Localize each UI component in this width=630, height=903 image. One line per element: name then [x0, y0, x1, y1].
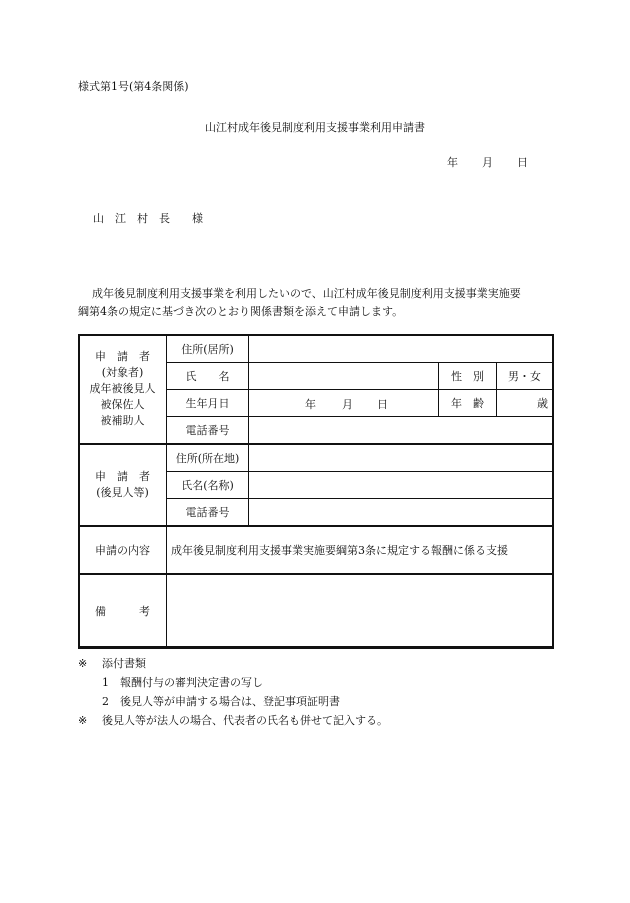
age-label: 年 齢: [439, 390, 497, 417]
subject-name-field[interactable]: [249, 363, 439, 390]
application-form-table: [78, 334, 553, 647]
applicant-group-line2: (後見人等): [96, 485, 149, 499]
subject-phone-field[interactable]: [249, 417, 553, 444]
content-label: 申請の内容: [79, 526, 167, 574]
subject-group-line4: 被保佐人: [100, 397, 145, 411]
intro-line-1: 成年後見制度利用支援事業を利用したいので、山江村成年後見制度利用支援事業実施要: [92, 287, 521, 300]
applicant-address-row: [79, 444, 553, 472]
gender-value[interactable]: 男・女: [497, 363, 553, 390]
note-mark-1: ※: [78, 657, 88, 670]
date-month-label: 月: [482, 156, 493, 169]
content-row: [79, 526, 553, 574]
birthdate-label: 生年月日: [167, 390, 249, 417]
attachment-item-2: 2 後見人等が申請する場合は、登記事項証明書: [102, 695, 340, 708]
birthdate-month-label: 月: [342, 398, 353, 412]
attachment-item-1: 1 報酬付与の審判決定書の写し: [102, 676, 263, 689]
subject-address-label: 住所(居所): [167, 335, 249, 363]
subject-group-label: [79, 335, 167, 444]
note-corporate: 後見人等が法人の場合、代表者の氏名も併せて記入する。: [102, 714, 388, 727]
content-value: 成年後見制度利用支援事業実施要綱第3条に規定する報酬に係る支援: [167, 526, 553, 574]
form-number: 様式第1号(第4条関係): [78, 80, 189, 93]
note-mark-2: ※: [78, 714, 88, 727]
applicant-name-label: 氏名(名称): [167, 472, 249, 499]
age-field[interactable]: 歳: [497, 390, 553, 417]
gender-label: 性 別: [439, 363, 497, 390]
applicant-group-line1: 申 請 者: [95, 469, 150, 483]
subject-group-line2: (対象者): [101, 365, 144, 379]
remarks-label: 備 考: [79, 574, 167, 646]
subject-group-line1: 申 請 者: [95, 349, 150, 363]
attachments-title: 添付書類: [102, 657, 146, 670]
subject-group-line5: 被補助人: [100, 413, 145, 427]
subject-group-line3: 成年被後見人: [89, 381, 156, 395]
birthdate-year-label: 年: [305, 398, 316, 412]
date-day-label: 日: [517, 156, 528, 169]
remarks-row: [79, 574, 553, 646]
subject-address-field[interactable]: [249, 335, 553, 363]
applicant-group-label: [79, 444, 167, 526]
applicant-name-field[interactable]: [249, 472, 553, 499]
birthdate-day-label: 日: [377, 398, 388, 412]
subject-phone-label: 電話番号: [167, 417, 249, 444]
date-year-label: 年: [447, 156, 458, 169]
applicant-phone-label: 電話番号: [167, 499, 249, 526]
intro-line-2: 綱第4条の規定に基づき次のとおり関係書類を添えて申請します。: [78, 305, 404, 318]
birthdate-field[interactable]: [249, 390, 439, 417]
remarks-field[interactable]: [167, 574, 553, 646]
subject-address-row: [79, 335, 553, 363]
subject-name-label: 氏 名: [167, 363, 249, 390]
applicant-phone-field[interactable]: [249, 499, 553, 526]
applicant-address-field[interactable]: [249, 444, 553, 472]
applicant-address-label: 住所(所在地): [167, 444, 249, 472]
document-title: 山江村成年後見制度利用支援事業利用申請書: [205, 121, 425, 134]
addressee: 山 江 村 長 様: [93, 212, 203, 225]
